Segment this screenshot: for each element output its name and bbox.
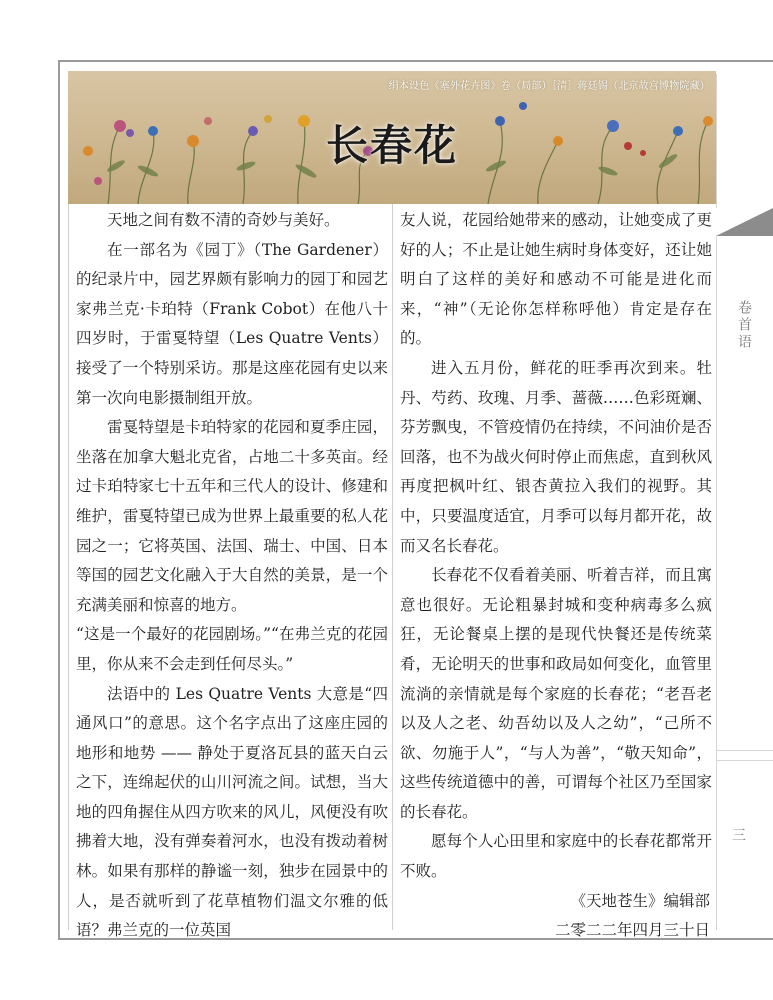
paragraph: 雷戛特望是卡珀特家的花园和夏季庄园，坐落在加拿大魁北克省，占地二十多英亩。经过卡珀特家七十五年和三代人的设计、修建和维护，雷戛特望已成为世界上最重要的私人花园之一；它将英国、法国、瑞士、中国、日本等国的园艺文化融入于大自然的美景，是一个充满美丽和惊喜的地方。 — [76, 418, 388, 614]
paragraph: 友人说，花园给她带来的感动，让她变成了更好的人；不止是让她生病时身体变好，还让她明白了这样的美好和感动不可能是进化而来，“神”（无论你怎样称呼他）肯定是存在的。 — [400, 211, 712, 348]
column-divider — [392, 204, 393, 930]
side-tab-divider — [716, 760, 773, 761]
banner-caption: 绢本设色《塞外花卉图》卷（局部）［清］蒋廷锡（北京故宫博物院藏） — [388, 81, 710, 92]
banner-painting — [68, 71, 716, 204]
side-tab-label: 卷首语 — [736, 300, 752, 351]
side-tab-divider — [716, 750, 773, 751]
paragraph: 愿每个人心田里和家庭中的长春花都常开不败。 — [400, 832, 712, 881]
signature: 《天地苍生》编辑部 — [570, 891, 710, 910]
side-tab — [716, 74, 773, 924]
paragraph: 法语中的 Les Quatre Vents 大意是“四通风口”的意思。这个名字点出了这座庄园的地形和地势 —— 静处于夏洛瓦县的蓝天白云之下，连绵起伏的山川河流之间。试想，当大地的四角握住从四方吹来的风儿，风便没有吹拂着大地，没有弹奏着河水，也没有拨动着树林。如果有那样的静谧一刻，独步在园景中的人，是否就听到了花草植物们温文尔雅的低语？弗兰克的一位英国 — [76, 684, 388, 940]
page-title: 长春花 — [325, 121, 458, 170]
side-tab-marker-notch — [716, 208, 773, 236]
article-column-right — [400, 206, 712, 946]
left-border-rule — [68, 204, 69, 930]
paragraph: 天地之间有数不清的奇妙与美好。 — [107, 211, 340, 229]
page-number: 三 — [732, 828, 746, 844]
paragraph: 进入五月份，鲜花的旺季再次到来。牡丹、芍药、玫瑰、月季、蔷薇……色彩斑斓、芬芳飘曳，不管疫情仍在持续，不问油价是否回落，也不为战火何时停止而焦虑，直到秋风再度把枫叶红、银杏黄拉入我们的视野。其中，只要温度适宜，月季可以每月都开花，故而又名长春花。 — [400, 358, 712, 555]
paragraph: “这是一个最好的花园剧场。”“在弗兰克的花园里，你从来不会走到任何尽头。” — [76, 625, 388, 673]
paragraph: 长春花不仅看着美丽、听着吉祥，而且寓意也很好。无论粗暴封城和变种病毒多么疯狂，无论餐桌上摆的是现代快餐还是传统菜肴，无论明天的世事和政局如何变化，血管里流淌的亲情就是每个家庭的长春花；“老吾老以及人之老、幼吾幼以及人之幼”，“己所不欲、勿施于人”，“与人为善”，“敬天知命”，这些传统道德中的善，可谓每个社区乃至国家的长春花。 — [400, 566, 712, 821]
date: 二零二二年四月三十日 — [554, 921, 710, 940]
article-column-left — [76, 206, 388, 946]
paragraph: 在一部名为《园丁》（The Gardener）的纪录片中，园艺界颇有影响力的园丁和园艺家弗兰克·卡珀特（Frank Cobot）在他八十四岁时，于雷戛特望（Les Quatre Vents）接受了一个特别采访。那是这座花园有史以来第一次向电影摄制组开放。 — [76, 240, 388, 407]
